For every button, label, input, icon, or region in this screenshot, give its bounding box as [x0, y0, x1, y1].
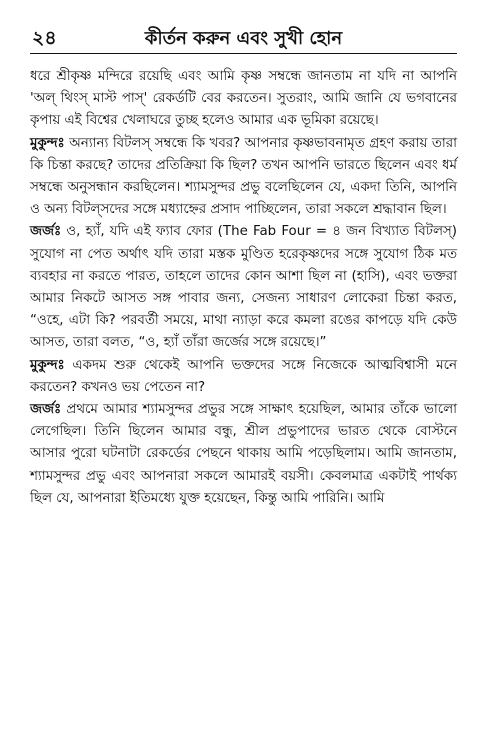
paragraph-text: একদম শুরু থেকেই আপনি ভক্তদের সঙ্গে নিজেকে আত্মবিশ্বাসী মনে করতেন? কখনও ভয় পেতেন না?: [30, 357, 457, 395]
speaker-label: মুকুন্দঃ: [30, 135, 65, 151]
paragraph-intro: [30, 66, 457, 133]
header-divider: [30, 53, 457, 54]
speaker-label: জর্জঃ: [30, 224, 62, 240]
page-header: [30, 18, 457, 54]
paragraph-text: অন্যান্য বিটলস্ সম্বন্ধে কি খবর? আপনার কৃষ্ণভাবনামৃত গ্রহণ করায় তারা কি চিন্তা করছে? তাদের প্রতিক্রিয়া কি ছিল? তখন আপনি ভারতে ছিলেন এবং ধর্ম সম্বন্ধে অনুসন্ধান করছিলেন। শ্যামসুন্দর প্রভু বলেছিলেন যে, একদা তিনি, আপনি ও অন্য বিটল্সদের সঙ্গে মধ্যাহ্নের প্রসাদ পাচ্ছিলেন, তারা সকলে শ্রদ্ধাবান ছিল।: [30, 135, 457, 218]
paragraph-george-answer: [30, 399, 457, 510]
paragraph-text: ও, হ্যাঁ, যদি এই ফ্যাব ফোর (The Fab Four = ৪ জন বিখ্যাত বিটলস্) সুযোগ না পেত অর্থাৎ যদি তারা মস্তক মুণ্ডিত হরেকৃষ্ণদের সঙ্গে সুযোগ ঠিক মত ব্যবহার না করতে পারত, তাহলে তাদের কোন আশা ছিল না (হাসি), এবং ভক্তরা আমার নিকটে আসত সঙ্গ পাবার জন্য, সেজন্য সাধারণ লোকেরা চিন্তা করত, “ওহে, এটা কি? পরবর্তী সময়ে, মাথা ন্যাড়া করে কমলা রঙের কাপড়ে যদি কেউ আসত, তারা বলত, “ও, হ্যাঁ তাঁরা জর্জের সঙ্গে রয়েছে।”: [30, 224, 457, 351]
paragraph-text: ধরে শ্রীকৃষ্ণ মন্দিরে রয়েছি এবং আমি কৃষ্ণ সম্বন্ধে জানতাম না যদি না আপনি 'অল্ থিংস্ মাস্ট পাস্' রেকর্ডটি বের করতেন। সুতরাং, আমি জানি যে ভগবানের কৃপায় এই বিশ্বের খেলাঘরে তুচ্ছ হলেও আমার এক ভূমিকা রয়েছে।: [30, 69, 457, 129]
paragraph-mukunda-question: [30, 133, 457, 222]
paragraph-mukunda-question: [30, 355, 457, 399]
paragraph-george-answer: [30, 221, 457, 354]
paragraph-text: প্রথমে আমার শ্যামসুন্দর প্রভুর সঙ্গে সাক্ষাৎ হয়েছিল, আমার তাঁকে ভালো লেগেছিল। তিনি ছিলেন আমার বন্ধু, শ্রীল প্রভুপাদের ভারত থেকে বোস্টনে আসার পুরো ঘটনাটা রেকর্ডের পেছনে থাকায় আমি পড়েছিলাম। আমি জানতাম, শ্যামসুন্দর প্রভু এবং আপনারা সকলে আমারই বয়সী। কেবলমাত্র একটাই পার্থক্য ছিল যে, আপনারা ইতিমধ্যে যুক্ত হয়েছেন, কিন্তু আমি পারিনি। আমি: [30, 402, 457, 506]
running-title: কীর্তন করুন এবং সুখী হোন: [144, 28, 343, 49]
speaker-label: জর্জঃ: [30, 402, 62, 418]
speaker-label: মুকুন্দঃ: [30, 357, 65, 373]
page-body: [30, 66, 457, 510]
page-number: ২৪: [32, 27, 57, 49]
